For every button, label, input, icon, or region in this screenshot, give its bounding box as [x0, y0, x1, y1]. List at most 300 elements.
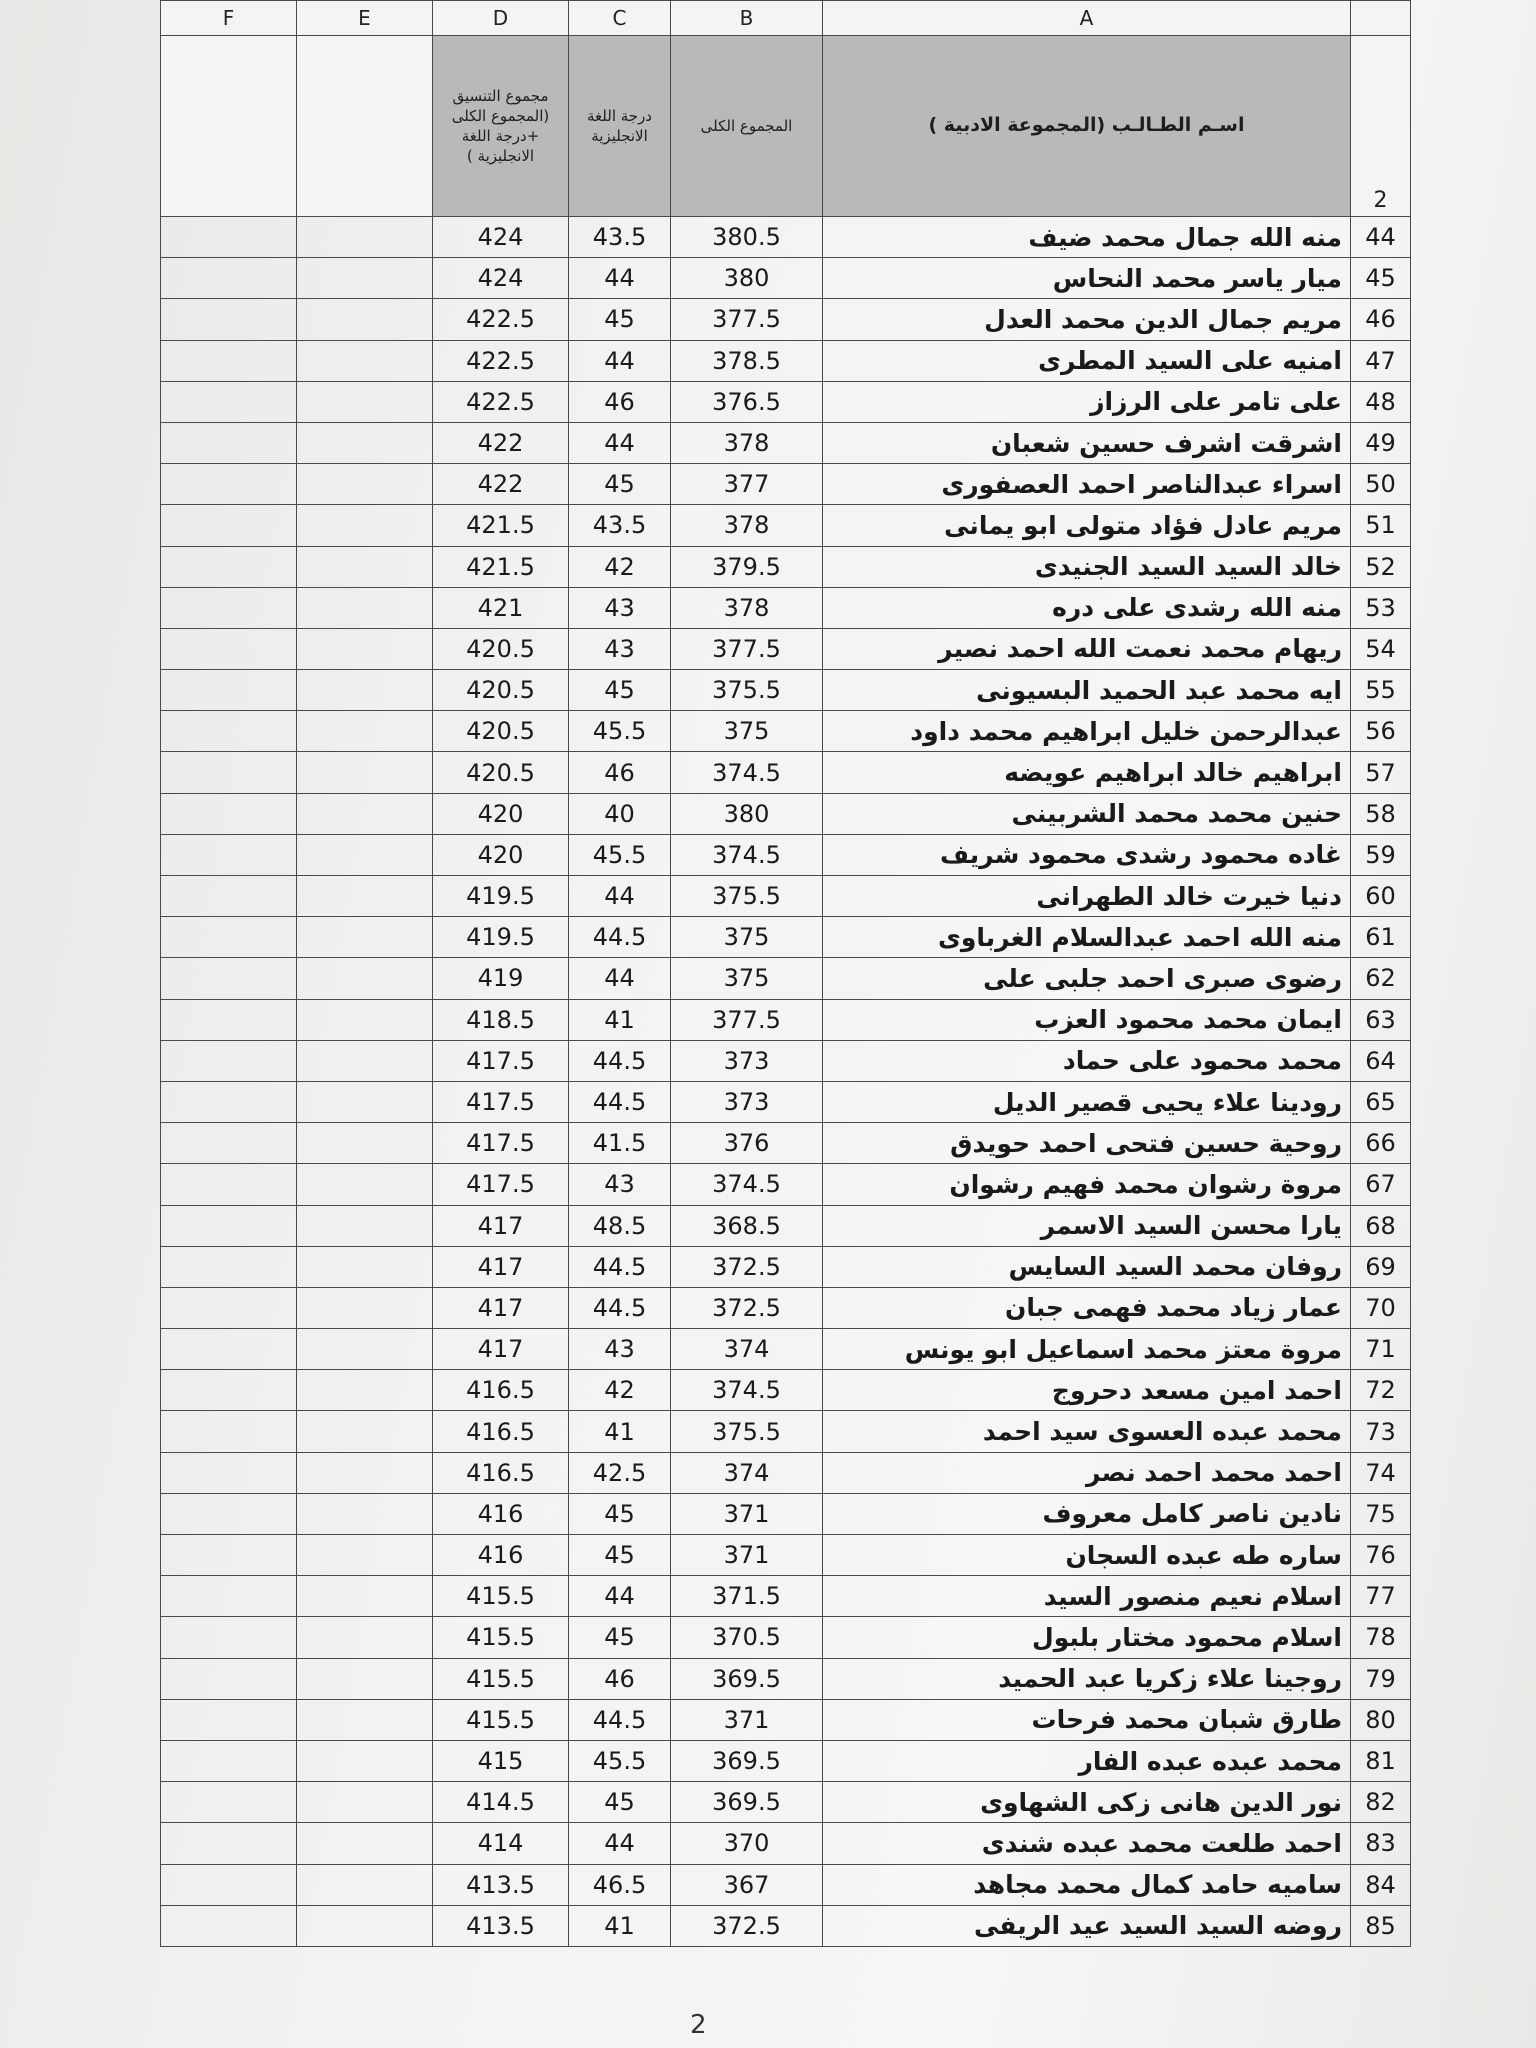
total-cell: 375.5 — [671, 1411, 823, 1452]
empty-f — [161, 999, 297, 1040]
student-name-cell: احمد امين مسعد دحروج — [823, 1370, 1351, 1411]
empty-e — [297, 1535, 433, 1576]
header-row — [161, 36, 1411, 217]
english-grade-cell: 46.5 — [569, 1864, 671, 1905]
empty-f — [161, 1699, 297, 1740]
table-row — [161, 1329, 1411, 1370]
coordination-total-cell: 417.5 — [433, 1081, 569, 1122]
row-number-cell: 49 — [1351, 422, 1411, 463]
total-cell: 371 — [671, 1535, 823, 1576]
student-name-cell: رضوى صبرى احمد جلبى على — [823, 958, 1351, 999]
total-cell: 380 — [671, 258, 823, 299]
english-grade-cell: 45.5 — [569, 834, 671, 875]
total-cell: 378 — [671, 505, 823, 546]
english-grade-cell: 41 — [569, 999, 671, 1040]
row-number-cell: 63 — [1351, 999, 1411, 1040]
coordination-total-cell: 413.5 — [433, 1864, 569, 1905]
student-name-cell: امنيه على السيد المطرى — [823, 340, 1351, 381]
empty-e — [297, 1823, 433, 1864]
row-number-cell: 47 — [1351, 340, 1411, 381]
total-cell: 369.5 — [671, 1782, 823, 1823]
table-row — [161, 464, 1411, 505]
empty-e — [297, 1123, 433, 1164]
student-name-cell: حنين محمد محمد الشربينى — [823, 793, 1351, 834]
table-row — [161, 422, 1411, 463]
row-number-cell: 68 — [1351, 1205, 1411, 1246]
empty-f — [161, 1081, 297, 1122]
empty-e — [297, 1740, 433, 1781]
total-cell: 375.5 — [671, 876, 823, 917]
coordination-total-cell: 417 — [433, 1287, 569, 1328]
english-grade-cell: 44 — [569, 958, 671, 999]
english-grade-cell: 45 — [569, 670, 671, 711]
empty-e — [297, 546, 433, 587]
total-cell: 374.5 — [671, 834, 823, 875]
row-number-cell: 71 — [1351, 1329, 1411, 1370]
english-grade-cell: 43 — [569, 1164, 671, 1205]
english-grade-cell: 44.5 — [569, 1287, 671, 1328]
row-number-cell: 58 — [1351, 793, 1411, 834]
english-grade-cell: 46 — [569, 752, 671, 793]
student-name-cell: ابراهيم خالد ابراهيم عويضه — [823, 752, 1351, 793]
coordination-total-cell: 421.5 — [433, 546, 569, 587]
english-grade-cell: 43.5 — [569, 217, 671, 258]
empty-f — [161, 876, 297, 917]
total-cell: 376.5 — [671, 381, 823, 422]
row-number-cell: 55 — [1351, 670, 1411, 711]
row-number-cell: 82 — [1351, 1782, 1411, 1823]
student-name-cell: ميار ياسر محمد النحاس — [823, 258, 1351, 299]
coordination-total-cell: 416 — [433, 1493, 569, 1534]
table-row — [161, 1246, 1411, 1287]
student-name-cell: منه الله جمال محمد ضيف — [823, 217, 1351, 258]
header-row-number: 2 — [1351, 36, 1411, 217]
coordination-total-cell: 414 — [433, 1823, 569, 1864]
row-number-cell: 64 — [1351, 1040, 1411, 1081]
total-cell: 371.5 — [671, 1576, 823, 1617]
coordination-total-cell: 420.5 — [433, 752, 569, 793]
row-number-cell: 76 — [1351, 1535, 1411, 1576]
student-name-cell: نادين ناصر كامل معروف — [823, 1493, 1351, 1534]
empty-f — [161, 1493, 297, 1534]
english-grade-cell: 44.5 — [569, 1040, 671, 1081]
coordination-total-cell: 420.5 — [433, 670, 569, 711]
empty-e — [297, 958, 433, 999]
empty-f — [161, 299, 297, 340]
student-name-cell: عمار زياد محمد فهمى جبان — [823, 1287, 1351, 1328]
table-row — [161, 628, 1411, 669]
empty-f — [161, 1617, 297, 1658]
student-name-cell: محمد محمود على حماد — [823, 1040, 1351, 1081]
english-grade-cell: 42 — [569, 546, 671, 587]
empty-e — [297, 422, 433, 463]
english-grade-cell: 44.5 — [569, 1246, 671, 1287]
student-name-cell: روحية حسين فتحى احمد حويدق — [823, 1123, 1351, 1164]
table-row — [161, 1658, 1411, 1699]
empty-e — [297, 340, 433, 381]
table-row — [161, 505, 1411, 546]
row-number-cell: 84 — [1351, 1864, 1411, 1905]
coordination-total-cell: 422.5 — [433, 299, 569, 340]
table-row — [161, 793, 1411, 834]
table-row — [161, 752, 1411, 793]
table-row — [161, 1287, 1411, 1328]
table-row — [161, 546, 1411, 587]
coordination-total-cell: 415.5 — [433, 1699, 569, 1740]
table-row — [161, 1535, 1411, 1576]
coordination-total-cell: 415.5 — [433, 1617, 569, 1658]
student-name-cell: روجينا علاء زكريا عبد الحميد — [823, 1658, 1351, 1699]
coordination-total-cell: 424 — [433, 217, 569, 258]
empty-e — [297, 1205, 433, 1246]
table-row — [161, 1370, 1411, 1411]
empty-e — [297, 1246, 433, 1287]
row-number-cell: 80 — [1351, 1699, 1411, 1740]
english-grade-cell: 43.5 — [569, 505, 671, 546]
english-grade-cell: 44 — [569, 876, 671, 917]
column-letter-b: B — [671, 1, 823, 36]
table-row — [161, 1123, 1411, 1164]
empty-f — [161, 258, 297, 299]
total-cell: 368.5 — [671, 1205, 823, 1246]
total-cell: 373 — [671, 1040, 823, 1081]
table-row — [161, 1040, 1411, 1081]
coordination-total-cell: 420.5 — [433, 711, 569, 752]
english-grade-cell: 44 — [569, 1823, 671, 1864]
empty-e — [297, 1576, 433, 1617]
empty-e — [297, 670, 433, 711]
empty-f — [161, 381, 297, 422]
empty-f — [161, 1864, 297, 1905]
empty-e — [297, 1864, 433, 1905]
coordination-total-cell: 416.5 — [433, 1370, 569, 1411]
empty-f — [161, 1370, 297, 1411]
english-grade-cell: 44.5 — [569, 1699, 671, 1740]
empty-f — [161, 1411, 297, 1452]
empty-f — [161, 1658, 297, 1699]
student-name-cell: غاده محمود رشدى محمود شريف — [823, 834, 1351, 875]
empty-e — [297, 1411, 433, 1452]
english-grade-cell: 44.5 — [569, 917, 671, 958]
student-name-cell: احمد طلعت محمد عبده شندى — [823, 1823, 1351, 1864]
student-results-table — [160, 0, 1411, 1947]
table-row — [161, 670, 1411, 711]
english-grade-cell: 43 — [569, 1329, 671, 1370]
header-coordination-total: مجموع التنسيق (المجموع الكلى +درجة اللغة الانجليزية ) — [433, 36, 569, 217]
student-name-cell: اسراء عبدالناصر احمد العصفورى — [823, 464, 1351, 505]
english-grade-cell: 41.5 — [569, 1123, 671, 1164]
student-name-cell: يارا محسن السيد الاسمر — [823, 1205, 1351, 1246]
student-name-cell: اسلام نعيم منصور السيد — [823, 1576, 1351, 1617]
empty-e — [297, 1905, 433, 1946]
empty-e — [297, 381, 433, 422]
coordination-total-cell: 417 — [433, 1329, 569, 1370]
english-grade-cell: 42 — [569, 1370, 671, 1411]
student-name-cell: اشرقت اشرف حسين شعبان — [823, 422, 1351, 463]
coordination-total-cell: 418.5 — [433, 999, 569, 1040]
empty-f — [161, 1452, 297, 1493]
total-cell: 378 — [671, 422, 823, 463]
header-student-name: اسـم الطـالـب (المجموعة الادبية ) — [823, 36, 1351, 217]
total-cell: 369.5 — [671, 1740, 823, 1781]
row-number-cell: 75 — [1351, 1493, 1411, 1534]
student-name-cell: اسلام محمود مختار بلبول — [823, 1617, 1351, 1658]
total-cell: 375 — [671, 958, 823, 999]
empty-f — [161, 958, 297, 999]
student-name-cell: منه الله رشدى على دره — [823, 587, 1351, 628]
table-row — [161, 1493, 1411, 1534]
empty-e — [297, 1287, 433, 1328]
empty-e — [297, 1493, 433, 1534]
empty-e — [297, 793, 433, 834]
table-row — [161, 217, 1411, 258]
english-grade-cell: 45 — [569, 1493, 671, 1534]
empty-f — [161, 1164, 297, 1205]
empty-f — [161, 1246, 297, 1287]
total-cell: 374 — [671, 1329, 823, 1370]
coordination-total-cell: 417 — [433, 1205, 569, 1246]
coordination-total-cell: 417.5 — [433, 1040, 569, 1081]
coordination-total-cell: 414.5 — [433, 1782, 569, 1823]
table-row — [161, 1411, 1411, 1452]
row-number-cell: 60 — [1351, 876, 1411, 917]
empty-f — [161, 422, 297, 463]
table-row — [161, 999, 1411, 1040]
coordination-total-cell: 419.5 — [433, 876, 569, 917]
total-cell: 377.5 — [671, 999, 823, 1040]
english-grade-cell: 42.5 — [569, 1452, 671, 1493]
table-row — [161, 1823, 1411, 1864]
coordination-total-cell: 421.5 — [433, 505, 569, 546]
total-cell: 377.5 — [671, 299, 823, 340]
empty-e — [297, 1164, 433, 1205]
empty-f — [161, 1905, 297, 1946]
english-grade-cell: 45.5 — [569, 711, 671, 752]
column-letter-a: A — [823, 1, 1351, 36]
english-grade-cell: 43 — [569, 587, 671, 628]
student-name-cell: ايه محمد عبد الحميد البسيونى — [823, 670, 1351, 711]
column-letter-e: E — [297, 1, 433, 36]
coordination-total-cell: 416 — [433, 1535, 569, 1576]
total-cell: 374.5 — [671, 1164, 823, 1205]
table-row — [161, 258, 1411, 299]
empty-e — [297, 1329, 433, 1370]
empty-f — [161, 1782, 297, 1823]
english-grade-cell: 44.5 — [569, 1081, 671, 1122]
english-grade-cell: 46 — [569, 381, 671, 422]
empty-e — [297, 628, 433, 669]
table-row — [161, 1576, 1411, 1617]
student-name-cell: مروة رشوان محمد فهيم رشوان — [823, 1164, 1351, 1205]
column-letters-row — [161, 1, 1411, 36]
header-total: المجموع الكلى — [671, 36, 823, 217]
table-row — [161, 1905, 1411, 1946]
student-name-cell: ساميه حامد كمال محمد مجاهد — [823, 1864, 1351, 1905]
english-grade-cell: 48.5 — [569, 1205, 671, 1246]
english-grade-cell: 45.5 — [569, 1740, 671, 1781]
total-cell: 378 — [671, 587, 823, 628]
english-grade-cell: 45 — [569, 1535, 671, 1576]
coordination-total-cell: 417 — [433, 1246, 569, 1287]
student-name-cell: محمد عبده العسوى سيد احمد — [823, 1411, 1351, 1452]
row-number-cell: 77 — [1351, 1576, 1411, 1617]
row-number-cell: 66 — [1351, 1123, 1411, 1164]
table-row — [161, 340, 1411, 381]
table-row — [161, 1782, 1411, 1823]
empty-e — [297, 1617, 433, 1658]
empty-f — [161, 1576, 297, 1617]
coordination-total-cell: 415.5 — [433, 1576, 569, 1617]
empty-e — [297, 299, 433, 340]
student-name-cell: رودينا علاء يحيى قصير الديل — [823, 1081, 1351, 1122]
row-number-cell: 65 — [1351, 1081, 1411, 1122]
english-grade-cell: 44 — [569, 422, 671, 463]
table-row — [161, 834, 1411, 875]
table-row — [161, 1205, 1411, 1246]
coordination-total-cell: 420 — [433, 793, 569, 834]
total-cell: 376 — [671, 1123, 823, 1164]
table-row — [161, 587, 1411, 628]
english-grade-cell: 45 — [569, 464, 671, 505]
table-row — [161, 299, 1411, 340]
empty-f — [161, 628, 297, 669]
student-name-cell: نور الدين هانى زكى الشهاوى — [823, 1782, 1351, 1823]
student-name-cell: مروة معتز محمد اسماعيل ابو يونس — [823, 1329, 1351, 1370]
row-number-cell: 45 — [1351, 258, 1411, 299]
student-name-cell: دنيا خيرت خالد الطهرانى — [823, 876, 1351, 917]
row-number-cell: 69 — [1351, 1246, 1411, 1287]
table-row — [161, 1699, 1411, 1740]
table-row — [161, 958, 1411, 999]
total-cell: 380 — [671, 793, 823, 834]
empty-e — [297, 1658, 433, 1699]
empty-f — [161, 1329, 297, 1370]
coordination-total-cell: 422 — [433, 464, 569, 505]
coordination-total-cell: 422 — [433, 422, 569, 463]
total-cell: 377 — [671, 464, 823, 505]
row-number-cell: 81 — [1351, 1740, 1411, 1781]
coordination-total-cell: 419.5 — [433, 917, 569, 958]
row-number-cell: 59 — [1351, 834, 1411, 875]
row-number-cell: 61 — [1351, 917, 1411, 958]
coordination-total-cell: 417.5 — [433, 1164, 569, 1205]
total-cell: 378.5 — [671, 340, 823, 381]
empty-e — [297, 834, 433, 875]
row-number-cell: 79 — [1351, 1658, 1411, 1699]
english-grade-cell: 44 — [569, 1576, 671, 1617]
student-name-cell: ايمان محمد محمود العزب — [823, 999, 1351, 1040]
student-name-cell: ريهام محمد نعمت الله احمد نصير — [823, 628, 1351, 669]
empty-f — [161, 1740, 297, 1781]
table-row — [161, 1864, 1411, 1905]
empty-f — [161, 1040, 297, 1081]
coordination-total-cell: 415 — [433, 1740, 569, 1781]
row-number-cell: 50 — [1351, 464, 1411, 505]
total-cell: 375.5 — [671, 670, 823, 711]
empty-e — [297, 1370, 433, 1411]
empty-f — [161, 505, 297, 546]
table-row — [161, 1164, 1411, 1205]
coordination-total-cell: 415.5 — [433, 1658, 569, 1699]
empty-f — [161, 587, 297, 628]
coordination-total-cell: 422.5 — [433, 340, 569, 381]
empty-e — [297, 999, 433, 1040]
row-number-cell: 56 — [1351, 711, 1411, 752]
row-number-cell: 74 — [1351, 1452, 1411, 1493]
empty-f — [161, 1535, 297, 1576]
student-name-cell: ساره طه عبده السجان — [823, 1535, 1351, 1576]
empty-e — [297, 587, 433, 628]
row-number-cell: 46 — [1351, 299, 1411, 340]
student-name-cell: روضه السيد السيد عيد الريفى — [823, 1905, 1351, 1946]
row-number-cell: 85 — [1351, 1905, 1411, 1946]
empty-e — [297, 711, 433, 752]
row-number-cell: 83 — [1351, 1823, 1411, 1864]
empty-f — [161, 1287, 297, 1328]
coordination-total-cell: 416.5 — [433, 1452, 569, 1493]
coordination-total-cell: 416.5 — [433, 1411, 569, 1452]
total-cell: 374 — [671, 1452, 823, 1493]
empty-f — [161, 217, 297, 258]
total-cell: 380.5 — [671, 217, 823, 258]
student-name-cell: مريم عادل فؤاد متولى ابو يمانى — [823, 505, 1351, 546]
total-cell: 371 — [671, 1493, 823, 1534]
student-name-cell: عبدالرحمن خليل ابراهيم محمد داود — [823, 711, 1351, 752]
english-grade-cell: 41 — [569, 1411, 671, 1452]
total-cell: 379.5 — [671, 546, 823, 587]
english-grade-cell: 46 — [569, 1658, 671, 1699]
empty-f — [161, 711, 297, 752]
total-cell: 375 — [671, 917, 823, 958]
empty-f — [161, 1823, 297, 1864]
total-cell: 369.5 — [671, 1658, 823, 1699]
empty-f — [161, 752, 297, 793]
row-number-cell: 73 — [1351, 1411, 1411, 1452]
header-f — [161, 36, 297, 217]
empty-e — [297, 1452, 433, 1493]
english-grade-cell: 45 — [569, 1617, 671, 1658]
empty-e — [297, 917, 433, 958]
total-cell: 372.5 — [671, 1905, 823, 1946]
empty-f — [161, 670, 297, 711]
column-letter-d: D — [433, 1, 569, 36]
english-grade-cell: 44 — [569, 258, 671, 299]
coordination-total-cell: 419 — [433, 958, 569, 999]
english-grade-cell: 43 — [569, 628, 671, 669]
coordination-total-cell: 424 — [433, 258, 569, 299]
total-cell: 367 — [671, 1864, 823, 1905]
english-grade-cell: 45 — [569, 1782, 671, 1823]
total-cell: 374.5 — [671, 752, 823, 793]
english-grade-cell: 44 — [569, 340, 671, 381]
table-row — [161, 1452, 1411, 1493]
header-english-grade: درجة اللغة الانجليزية — [569, 36, 671, 217]
total-cell: 371 — [671, 1699, 823, 1740]
english-grade-cell: 45 — [569, 299, 671, 340]
empty-e — [297, 505, 433, 546]
student-name-cell: روفان محمد السيد السايس — [823, 1246, 1351, 1287]
total-cell: 370 — [671, 1823, 823, 1864]
row-number-cell: 70 — [1351, 1287, 1411, 1328]
empty-f — [161, 917, 297, 958]
total-cell: 377.5 — [671, 628, 823, 669]
table-row — [161, 711, 1411, 752]
empty-f — [161, 1123, 297, 1164]
empty-f — [161, 340, 297, 381]
empty-e — [297, 1699, 433, 1740]
english-grade-cell: 40 — [569, 793, 671, 834]
total-cell: 373 — [671, 1081, 823, 1122]
